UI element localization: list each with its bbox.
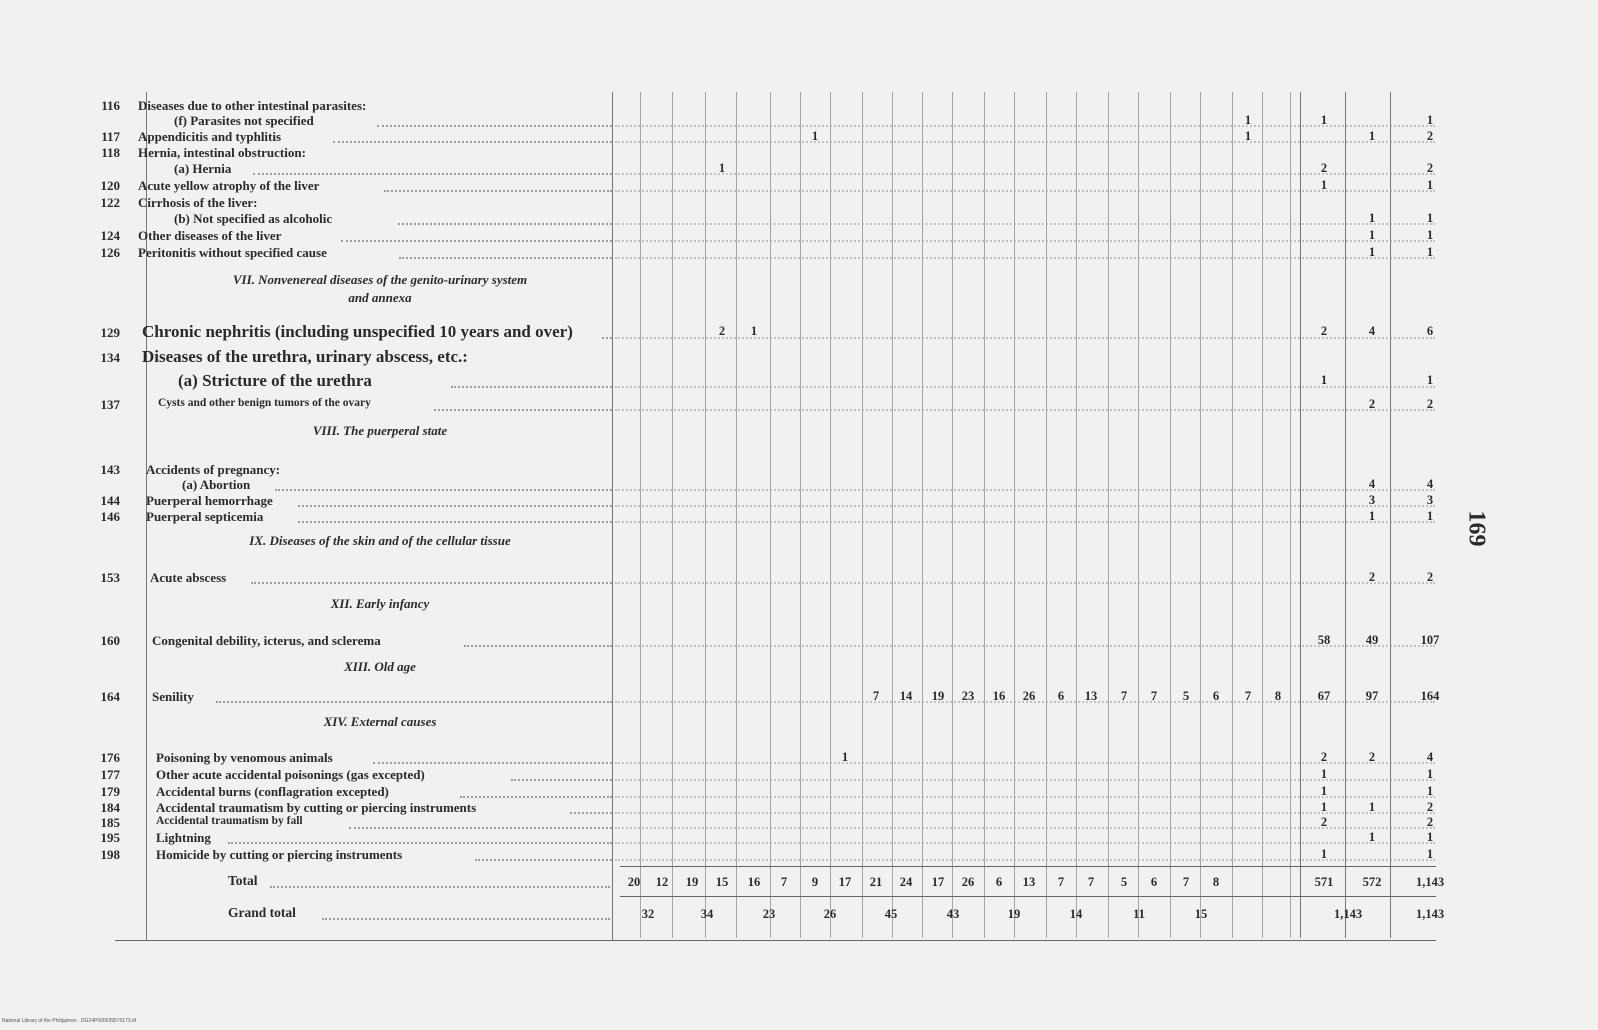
dot-leader [270,886,610,888]
section-heading: IX. Diseases of the skin and of the cellular tissue [249,533,511,548]
row-label: Lightning [156,830,211,845]
page-number: 169 [1463,510,1490,547]
table-cell: 23 [961,689,975,703]
dot-leader [434,409,612,411]
table-cell: 2 [1320,324,1328,338]
grand-total-cell: 11 [1133,907,1145,921]
table-cell: 1 [1426,509,1434,523]
table-cell: 1 [718,161,726,175]
grand-total-cell: 19 [1007,907,1021,921]
dot-leader [475,859,612,861]
total-cell: 6 [995,875,1003,889]
row-label: Diseases of the urethra, urinary abscess, etc.: [142,347,468,366]
row-number: 146 [100,509,120,524]
dot-leader [615,240,1435,242]
total-cell: 16 [747,875,761,889]
dot-leader [615,842,1435,844]
total-cell: 26 [961,875,975,889]
row-label: Acute yellow atrophy of the liver [138,178,320,193]
table-cell: 164 [1420,689,1440,703]
total-cell: 7 [1057,875,1065,889]
row-number: 177 [100,767,120,782]
row-label: Other acute accidental poisonings (gas excepted) [156,767,425,782]
table-cell: 49 [1365,633,1379,647]
total-cell: 8 [1212,875,1220,889]
dot-leader [615,257,1435,259]
row-number: 176 [100,750,120,765]
table-cell: 3 [1426,493,1434,507]
row-label: Cysts and other benign tumors of the ovary [158,397,371,409]
rule-line [115,940,1436,941]
row-label: (f) Parasites not specified [174,113,314,128]
total-cell: 572 [1362,875,1382,889]
row-number: 118 [101,145,120,160]
scan-footer: National Library of the Philippines · DG24P000039570173.tif [2,1018,136,1024]
total-cell: 9 [811,875,819,889]
table-cell: 1 [1426,830,1434,844]
section-heading: and annexa [348,290,412,305]
table-cell: 1 [1320,113,1328,127]
total-cell: 13 [1022,875,1036,889]
table-cell: 13 [1084,689,1098,703]
row-number: 184 [100,800,120,815]
table-cell: 1 [1368,245,1376,259]
row-label: Hernia, intestinal obstruction: [138,145,306,160]
dot-leader [399,257,612,259]
rule-line [620,896,1436,897]
row-label: Cirrhosis of the liver: [138,195,258,210]
row-label: Acute abscess [150,570,227,585]
table-cell: 14 [899,689,913,703]
row-number: 144 [100,493,120,508]
grand-total-cell: 26 [823,907,837,921]
row-number: 195 [100,830,120,845]
total-cell: 5 [1120,875,1128,889]
dot-leader [333,141,612,143]
row-label: Diseases due to other intestinal parasites: [138,98,367,113]
total-cell: 6 [1150,875,1158,889]
dot-leader [570,812,612,814]
dot-leader [615,223,1435,225]
row-label: Other diseases of the liver [138,228,282,243]
row-label: (b) Not specified as alcoholic [174,211,333,226]
table-cell: 6 [1057,689,1065,703]
total-cell: 1,143 [1415,875,1445,889]
table-cell: 1 [1426,245,1434,259]
total-label: Total [228,873,258,888]
total-cell: 7 [780,875,788,889]
row-label: (a) Stricture of the urethra [178,371,372,390]
table-cell: 1 [1426,373,1434,387]
dot-leader [216,701,612,703]
row-number: 179 [100,784,120,799]
grand-total-cell: 32 [641,907,655,921]
row-label: Homicide by cutting or piercing instruments [156,847,403,862]
table-cell: 1 [1320,800,1328,814]
table-cell: 1 [1426,847,1434,861]
dot-leader [298,505,612,507]
row-label: Poisoning by venomous animals [156,750,333,765]
table-cell: 6 [1426,324,1434,338]
table-cell: 2 [1426,570,1434,584]
row-label: Puerperal septicemia [146,509,264,524]
dot-leader [384,190,612,192]
table-cell: 26 [1022,689,1036,703]
table-cell: 16 [992,689,1006,703]
table-cell: 2 [1320,161,1328,175]
table-cell: 2 [1368,750,1376,764]
total-cell: 7 [1087,875,1095,889]
grand-total-label: Grand total [228,905,296,920]
table-cell: 4 [1368,324,1376,338]
grand-total-cell: 14 [1069,907,1083,921]
grand-total-cell: 1,143 [1415,907,1445,921]
table-cell: 7 [1150,689,1158,703]
total-cell: 7 [1182,875,1190,889]
dot-leader [275,489,612,491]
table-cell: 6 [1212,689,1220,703]
grand-total-cell: 15 [1194,907,1208,921]
grand-total-cell: 1,143 [1333,907,1363,921]
dot-leader [460,796,612,798]
table-cell: 1 [1368,211,1376,225]
row-number: 126 [100,245,120,260]
table-cell: 8 [1274,689,1282,703]
row-label: Senility [152,689,194,704]
row-label: (a) Hernia [174,161,232,176]
section-heading: XII. Early infancy [330,596,430,611]
dot-leader [322,918,610,920]
total-cell: 17 [931,875,945,889]
total-cell: 24 [899,875,913,889]
grand-total-cell: 45 [884,907,898,921]
table-cell: 2 [718,324,726,338]
row-label: Accidental burns (conflagration excepted) [156,784,389,799]
dot-leader [373,762,612,764]
table-cell: 1 [1368,830,1376,844]
table-cell: 2 [1426,397,1434,411]
dot-leader [298,521,612,523]
table-cell: 1 [811,129,819,143]
dot-leader [251,582,612,584]
table-cell: 2 [1426,815,1434,829]
table-cell: 2 [1320,815,1328,829]
table-cell: 7 [1120,689,1128,703]
row-number: 164 [100,689,120,704]
table-cell: 1 [750,324,758,338]
row-number: 185 [100,815,120,830]
grand-total-cell: 23 [762,907,776,921]
rule-line [620,866,1436,867]
row-number: 124 [100,228,120,243]
table-cell: 1 [1426,767,1434,781]
dot-leader [377,125,612,127]
dot-leader [398,223,612,225]
table-cell: 19 [931,689,945,703]
table-cell: 7 [872,689,880,703]
row-label: Accidental traumatism by fall [156,815,303,827]
dot-leader [341,240,612,242]
dot-leader [602,337,612,339]
row-label: (a) Abortion [182,477,251,492]
dot-leader [451,386,612,388]
row-label: Congenital debility, icterus, and sclerema [152,633,381,648]
total-cell: 15 [715,875,729,889]
table-cell: 7 [1244,689,1252,703]
total-cell: 21 [869,875,883,889]
row-number: 122 [100,195,120,210]
table-cell: 5 [1182,689,1190,703]
table-cell: 107 [1420,633,1440,647]
table-cell: 1 [1368,509,1376,523]
row-label: Puerperal hemorrhage [146,493,273,508]
dot-leader [349,827,612,829]
row-number: 134 [100,350,120,365]
table-cell: 1 [1244,113,1252,127]
dot-leader [615,582,1435,584]
row-number: 143 [100,462,120,477]
row-label: Peritonitis without specified cause [138,245,327,260]
table-cell: 1 [1320,178,1328,192]
table-cell: 67 [1317,689,1331,703]
table-cell: 1 [1368,800,1376,814]
dot-leader [511,779,612,781]
table-cell: 1 [1368,228,1376,242]
row-number: 116 [101,98,120,113]
table-cell: 2 [1368,570,1376,584]
table-cell: 1 [1320,847,1328,861]
section-heading: XIV. External causes [323,714,437,729]
table-cell: 2 [1426,161,1434,175]
total-cell: 19 [685,875,699,889]
row-number: 137 [100,397,120,412]
column-rule [612,92,613,940]
table-cell: 1 [1426,113,1434,127]
row-number: 153 [100,570,120,585]
table-cell: 4 [1426,477,1434,491]
row-label: Chronic nephritis (including unspecified 10 years and over) [142,322,573,341]
table-cell: 1 [1320,373,1328,387]
table-cell: 2 [1368,397,1376,411]
grand-total-cell: 43 [946,907,960,921]
row-number: 160 [100,633,120,648]
row-label: Accidental traumatism by cutting or piercing instruments [156,800,477,815]
table-cell: 1 [1426,228,1434,242]
section-heading: VII. Nonvenereal diseases of the genito-urinary system [232,272,528,287]
row-label: Appendicitis and typhlitis [138,129,282,144]
row-number: 117 [101,129,120,144]
section-heading: VIII. The puerperal state [312,423,448,438]
table-cell: 4 [1368,477,1376,491]
dot-leader [615,409,1435,411]
dot-leader [615,141,1435,143]
total-cell: 12 [655,875,669,889]
table-cell: 1 [1426,178,1434,192]
table-cell: 2 [1426,129,1434,143]
row-label: Accidents of pregnancy: [146,462,281,477]
row-number: 198 [100,847,120,862]
total-cell: 571 [1314,875,1334,889]
table-cell: 1 [1368,129,1376,143]
row-number: 129 [100,325,120,340]
section-heading: XIII. Old age [344,659,416,674]
table-cell: 1 [841,750,849,764]
table-cell: 58 [1317,633,1331,647]
table-cell: 1 [1244,129,1252,143]
dot-leader [615,521,1435,523]
table-cell: 1 [1426,211,1434,225]
dot-leader [464,645,612,647]
total-cell: 17 [838,875,852,889]
table-cell: 97 [1365,689,1379,703]
dot-leader [253,173,612,175]
row-number: 120 [100,178,120,193]
total-cell: 20 [627,875,641,889]
table-cell: 3 [1368,493,1376,507]
table-cell: 2 [1320,750,1328,764]
dot-leader [228,842,612,844]
table-cell: 1 [1320,767,1328,781]
table-cell: 1 [1426,784,1434,798]
dot-leader [615,489,1435,491]
table-cell: 4 [1426,750,1434,764]
grand-total-cell: 34 [700,907,714,921]
table-cell: 2 [1426,800,1434,814]
dot-leader [615,505,1435,507]
table-cell: 1 [1320,784,1328,798]
